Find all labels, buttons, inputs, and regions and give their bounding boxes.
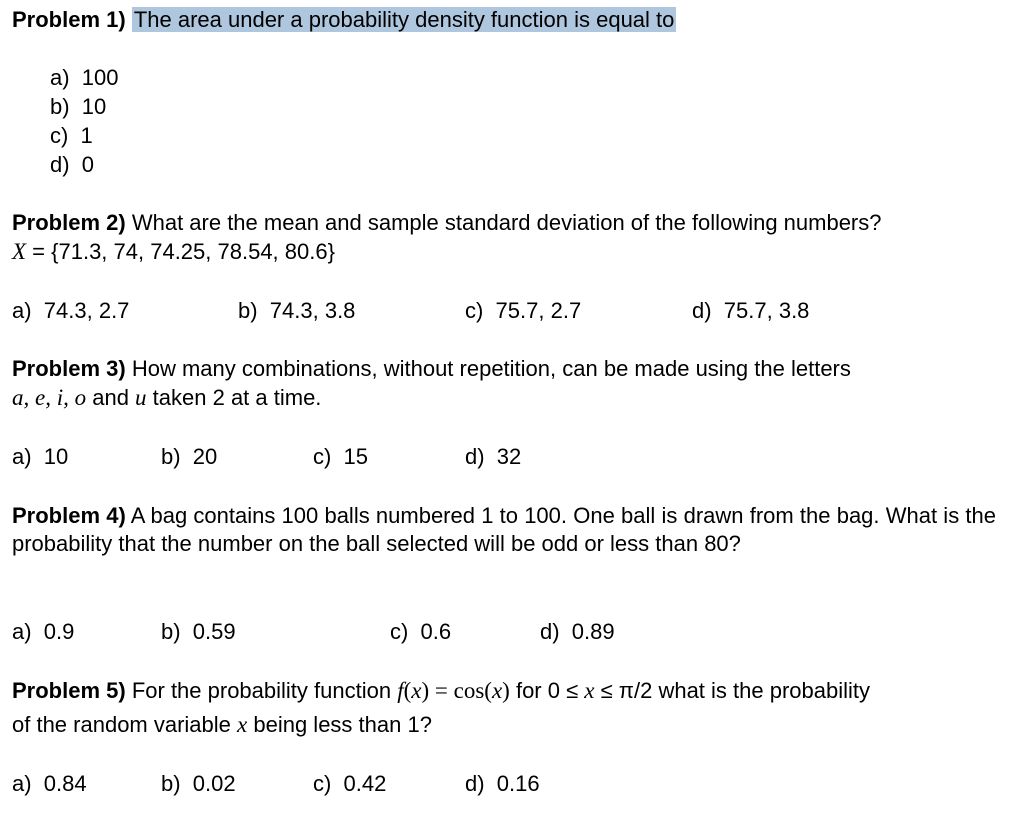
problem-2-set-variable: X bbox=[12, 239, 27, 264]
problem-5-option-b: b) 0.02 bbox=[161, 771, 236, 796]
problem-5-equals-cos: = cos( bbox=[429, 678, 492, 703]
problem-1-option-b: b) 10 bbox=[50, 94, 107, 119]
problem-5-function-name: f bbox=[397, 678, 404, 703]
problem-4-header bbox=[12, 502, 996, 558]
problem-5-line-2 bbox=[12, 711, 432, 739]
problem-3-option-d: d) 32 bbox=[465, 444, 522, 469]
problem-1-header bbox=[12, 6, 676, 34]
problem-3-letters: a, e, i, o bbox=[12, 385, 87, 410]
problem-4-option-d: d) 0.89 bbox=[540, 619, 615, 644]
problem-5-label: Problem 5) bbox=[12, 678, 126, 703]
problem-3-letter-u: u bbox=[135, 385, 147, 410]
problem-5-inequality-var: x bbox=[584, 678, 595, 703]
problem-3-and: and bbox=[86, 385, 136, 410]
problem-5-question-start: For the probability function bbox=[131, 678, 398, 703]
problem-4-question: A bag contains 100 balls numbered 1 to 100. One ball is drawn from the bag. What is the probability that the number on the ball selected will be odd or less than 80? bbox=[12, 503, 996, 556]
problem-5-option-c: c) 0.42 bbox=[313, 771, 387, 796]
problem-4-option-c: c) 0.6 bbox=[390, 619, 452, 644]
problem-5-cos-close: ) bbox=[502, 678, 510, 703]
problem-5-cos-var: x bbox=[491, 678, 503, 703]
problem-5-line-2-start: of the random variable bbox=[12, 712, 238, 737]
problem-5-line-2-end: being less than 1? bbox=[247, 712, 432, 737]
problem-5-option-a: a) 0.84 bbox=[12, 771, 87, 796]
problem-5-header bbox=[12, 677, 870, 705]
problem-4-option-a: a) 0.9 bbox=[12, 619, 75, 644]
problem-2-option-b: b) 74.3, 3.8 bbox=[238, 298, 356, 323]
problem-3-letters-line bbox=[12, 384, 321, 412]
problem-5-paren-open: ( bbox=[403, 678, 412, 703]
problem-1-question: The area under a probability density function is equal to bbox=[133, 7, 675, 32]
problem-3-label: Problem 3) bbox=[12, 356, 126, 381]
problem-4-label: Problem 4) bbox=[12, 503, 126, 528]
problem-2-question: What are the mean and sample standard deviation of the following numbers? bbox=[131, 210, 882, 235]
problem-2-label: Problem 2) bbox=[12, 210, 126, 235]
problem-5-function-var: x bbox=[411, 678, 422, 703]
problem-3-option-a: a) 10 bbox=[12, 444, 69, 469]
problem-2-header bbox=[12, 209, 882, 237]
problem-3-tail: taken 2 at a time. bbox=[146, 385, 322, 410]
problem-2-set-values: = {71.3, 74, 74.25, 78.54, 80.6} bbox=[26, 239, 335, 264]
problem-1-label: Problem 1) bbox=[12, 7, 126, 32]
problem-2-set bbox=[12, 238, 335, 266]
problem-1-option-c: c) 1 bbox=[50, 123, 93, 148]
problem-1-option-d: d) 0 bbox=[50, 152, 95, 177]
problem-5-for-text: for 0 ≤ bbox=[509, 678, 585, 703]
problem-5-option-d: d) 0.16 bbox=[465, 771, 540, 796]
problem-2-option-c: c) 75.7, 2.7 bbox=[465, 298, 582, 323]
problem-5-question-end: what is the probability bbox=[652, 678, 870, 703]
problem-3-option-b: b) 20 bbox=[161, 444, 218, 469]
problem-2-option-d: d) 75.7, 3.8 bbox=[692, 298, 810, 323]
problem-1-option-a: a) 100 bbox=[50, 65, 119, 90]
problem-5-inequality-rest: ≤ π/2 bbox=[594, 678, 653, 703]
problem-3-option-c: c) 15 bbox=[313, 444, 369, 469]
problem-2-option-a: a) 74.3, 2.7 bbox=[12, 298, 130, 323]
problem-3-header bbox=[12, 355, 851, 383]
problem-5-paren-close: ) bbox=[421, 678, 430, 703]
problem-5-line-2-var: x bbox=[237, 712, 248, 737]
problem-4-option-b: b) 0.59 bbox=[161, 619, 236, 644]
problem-3-question: How many combinations, without repetition, can be made using the letters bbox=[131, 356, 851, 381]
